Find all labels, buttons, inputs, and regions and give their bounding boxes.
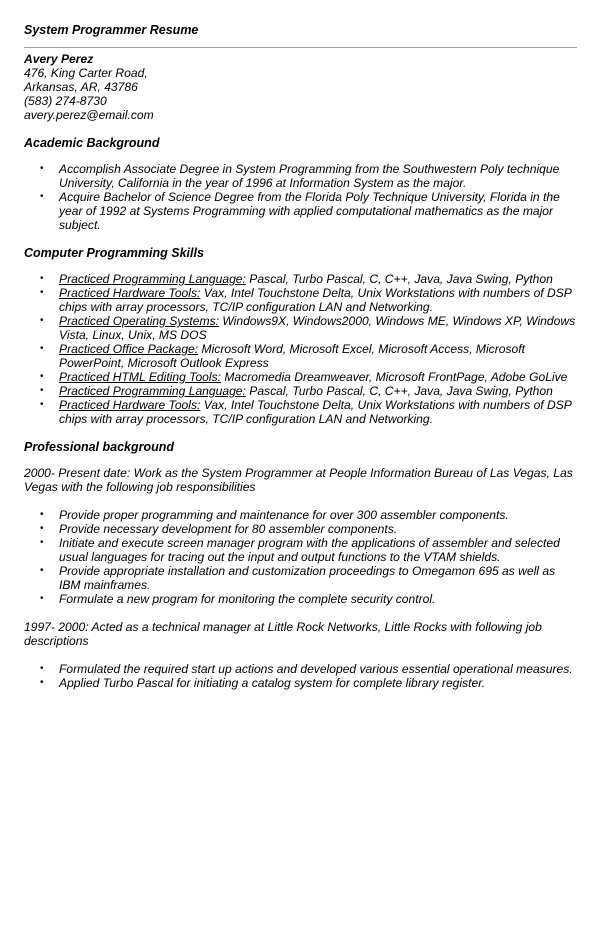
responsibility-text: Provide proper programming and maintenance for over 300 assembler components. [59, 508, 509, 522]
list-item [24, 522, 579, 536]
responsibility-text: Provide necessary development for 80 assembler components. [59, 522, 398, 536]
title-divider [24, 47, 577, 48]
job-responsibilities-list [24, 508, 576, 606]
list-item [24, 162, 579, 190]
skill-label: Practiced Programming Language: [59, 384, 246, 398]
bullet-icon: • [40, 343, 44, 354]
skill-text: Vax, Intel Touchstone Delta, Unix Workstations with numbers of DSP chips with array processors, TC/IP configuration LAN and Networking. [59, 286, 572, 314]
bullet-icon: • [40, 315, 44, 326]
list-item [24, 342, 579, 370]
professional-heading: Professional background [24, 440, 175, 454]
bullet-icon: • [40, 163, 44, 174]
responsibility-text: Formulated the required start up actions and developed various essential operational measures. [59, 662, 573, 676]
bullet-icon: • [40, 399, 44, 410]
skill-text: Windows9X, Windows2000, Windows ME, Windows XP, Windows Vista, Linux, Unix, MS DOS [59, 314, 576, 342]
list-item [24, 384, 579, 398]
job-responsibilities-list [24, 662, 576, 690]
job-block [24, 466, 576, 606]
bullet-icon: • [40, 537, 44, 548]
list-item [24, 662, 579, 676]
skill-text: Pascal, Turbo Pascal, C, C++, Java, Java Swing, Python [245, 272, 553, 286]
responsibility-text: Initiate and execute screen manager program with the applications of assembler and selected usual languages for tracing out the input and output functions to the VTAM shields. [59, 536, 560, 564]
skill-text: Macromedia Dreamweaver, Microsoft FrontPage, Adobe GoLive [221, 370, 568, 384]
document-title: System Programmer Resume [24, 23, 199, 37]
contact-block [24, 52, 576, 122]
responsibility-text: Applied Turbo Pascal for initiating a catalog system for complete library register. [59, 676, 486, 690]
job-summary: 2000- Present date: Work as the System Programmer at People Information Bureau of Las Vegas, Las Vegas with the following job responsibilities [24, 466, 573, 494]
skill-text: Pascal, Turbo Pascal, C, C++, Java, Java Swing, Python [245, 384, 553, 398]
address-line-2: Arkansas, AR, 43786 [24, 80, 138, 94]
list-item [24, 536, 579, 564]
bullet-icon: • [40, 385, 44, 396]
address-line-1: 476, King Carter Road, [24, 66, 148, 80]
list-item [24, 676, 579, 690]
list-item [24, 286, 579, 314]
list-item [24, 272, 579, 286]
job-block [24, 620, 576, 690]
list-item [24, 190, 579, 232]
list-item [24, 564, 579, 592]
skill-label: Practiced HTML Editing Tools: [59, 370, 221, 384]
skills-list [24, 272, 576, 426]
phone-number: (583) 274-8730 [24, 94, 107, 108]
skill-label: Practiced Office Package: [59, 342, 199, 356]
skill-label: Practiced Programming Language: [59, 272, 246, 286]
academic-list [24, 162, 576, 232]
list-item [24, 370, 579, 384]
academic-item-text: Accomplish Associate Degree in System Programming from the Southwestern Poly technique University, California in the year of 1996 at Information System as the major. [59, 162, 560, 190]
bullet-icon: • [40, 287, 44, 298]
bullet-icon: • [40, 565, 44, 576]
bullet-icon: • [40, 191, 44, 202]
skills-heading: Computer Programming Skills [24, 246, 204, 260]
bullet-icon: • [40, 523, 44, 534]
responsibility-text: Provide appropriate installation and customization proceedings to Omegamon 695 as well as IBM mainframes. [59, 564, 556, 592]
bullet-icon: • [40, 663, 44, 674]
skill-label: Practiced Operating Systems: [59, 314, 219, 328]
bullet-icon: • [40, 677, 44, 688]
academic-item-text: Acquire Bachelor of Science Degree from the Florida Poly Technique University, Florida in the year of 1992 at Systems Programming with applied computational mathematics as the major subject. [59, 190, 560, 232]
bullet-icon: • [40, 273, 44, 284]
skill-text: Microsoft Word, Microsoft Excel, Microsoft Access, Microsoft PowerPoint, Microsoft Outlook Express [59, 342, 525, 370]
list-item [24, 508, 579, 522]
list-item [24, 314, 579, 342]
skill-label: Practiced Hardware Tools: [59, 286, 201, 300]
list-item [24, 398, 579, 426]
skill-label: Practiced Hardware Tools: [59, 398, 201, 412]
job-summary: 1997- 2000: Acted as a technical manager at Little Rock Networks, Little Rocks with following job descriptions [24, 620, 542, 648]
candidate-name: Avery Perez [24, 52, 94, 66]
email-address: avery.perez@email.com [24, 108, 154, 122]
skill-text: Vax, Intel Touchstone Delta, Unix Workstations with numbers of DSP chips with array processors, TC/IP configuration LAN and Networking. [59, 398, 572, 426]
bullet-icon: • [40, 593, 44, 604]
bullet-icon: • [40, 371, 44, 382]
responsibility-text: Formulate a new program for monitoring the complete security control. [59, 592, 436, 606]
list-item [24, 592, 579, 606]
bullet-icon: • [40, 509, 44, 520]
academic-heading: Academic Background [24, 136, 160, 150]
